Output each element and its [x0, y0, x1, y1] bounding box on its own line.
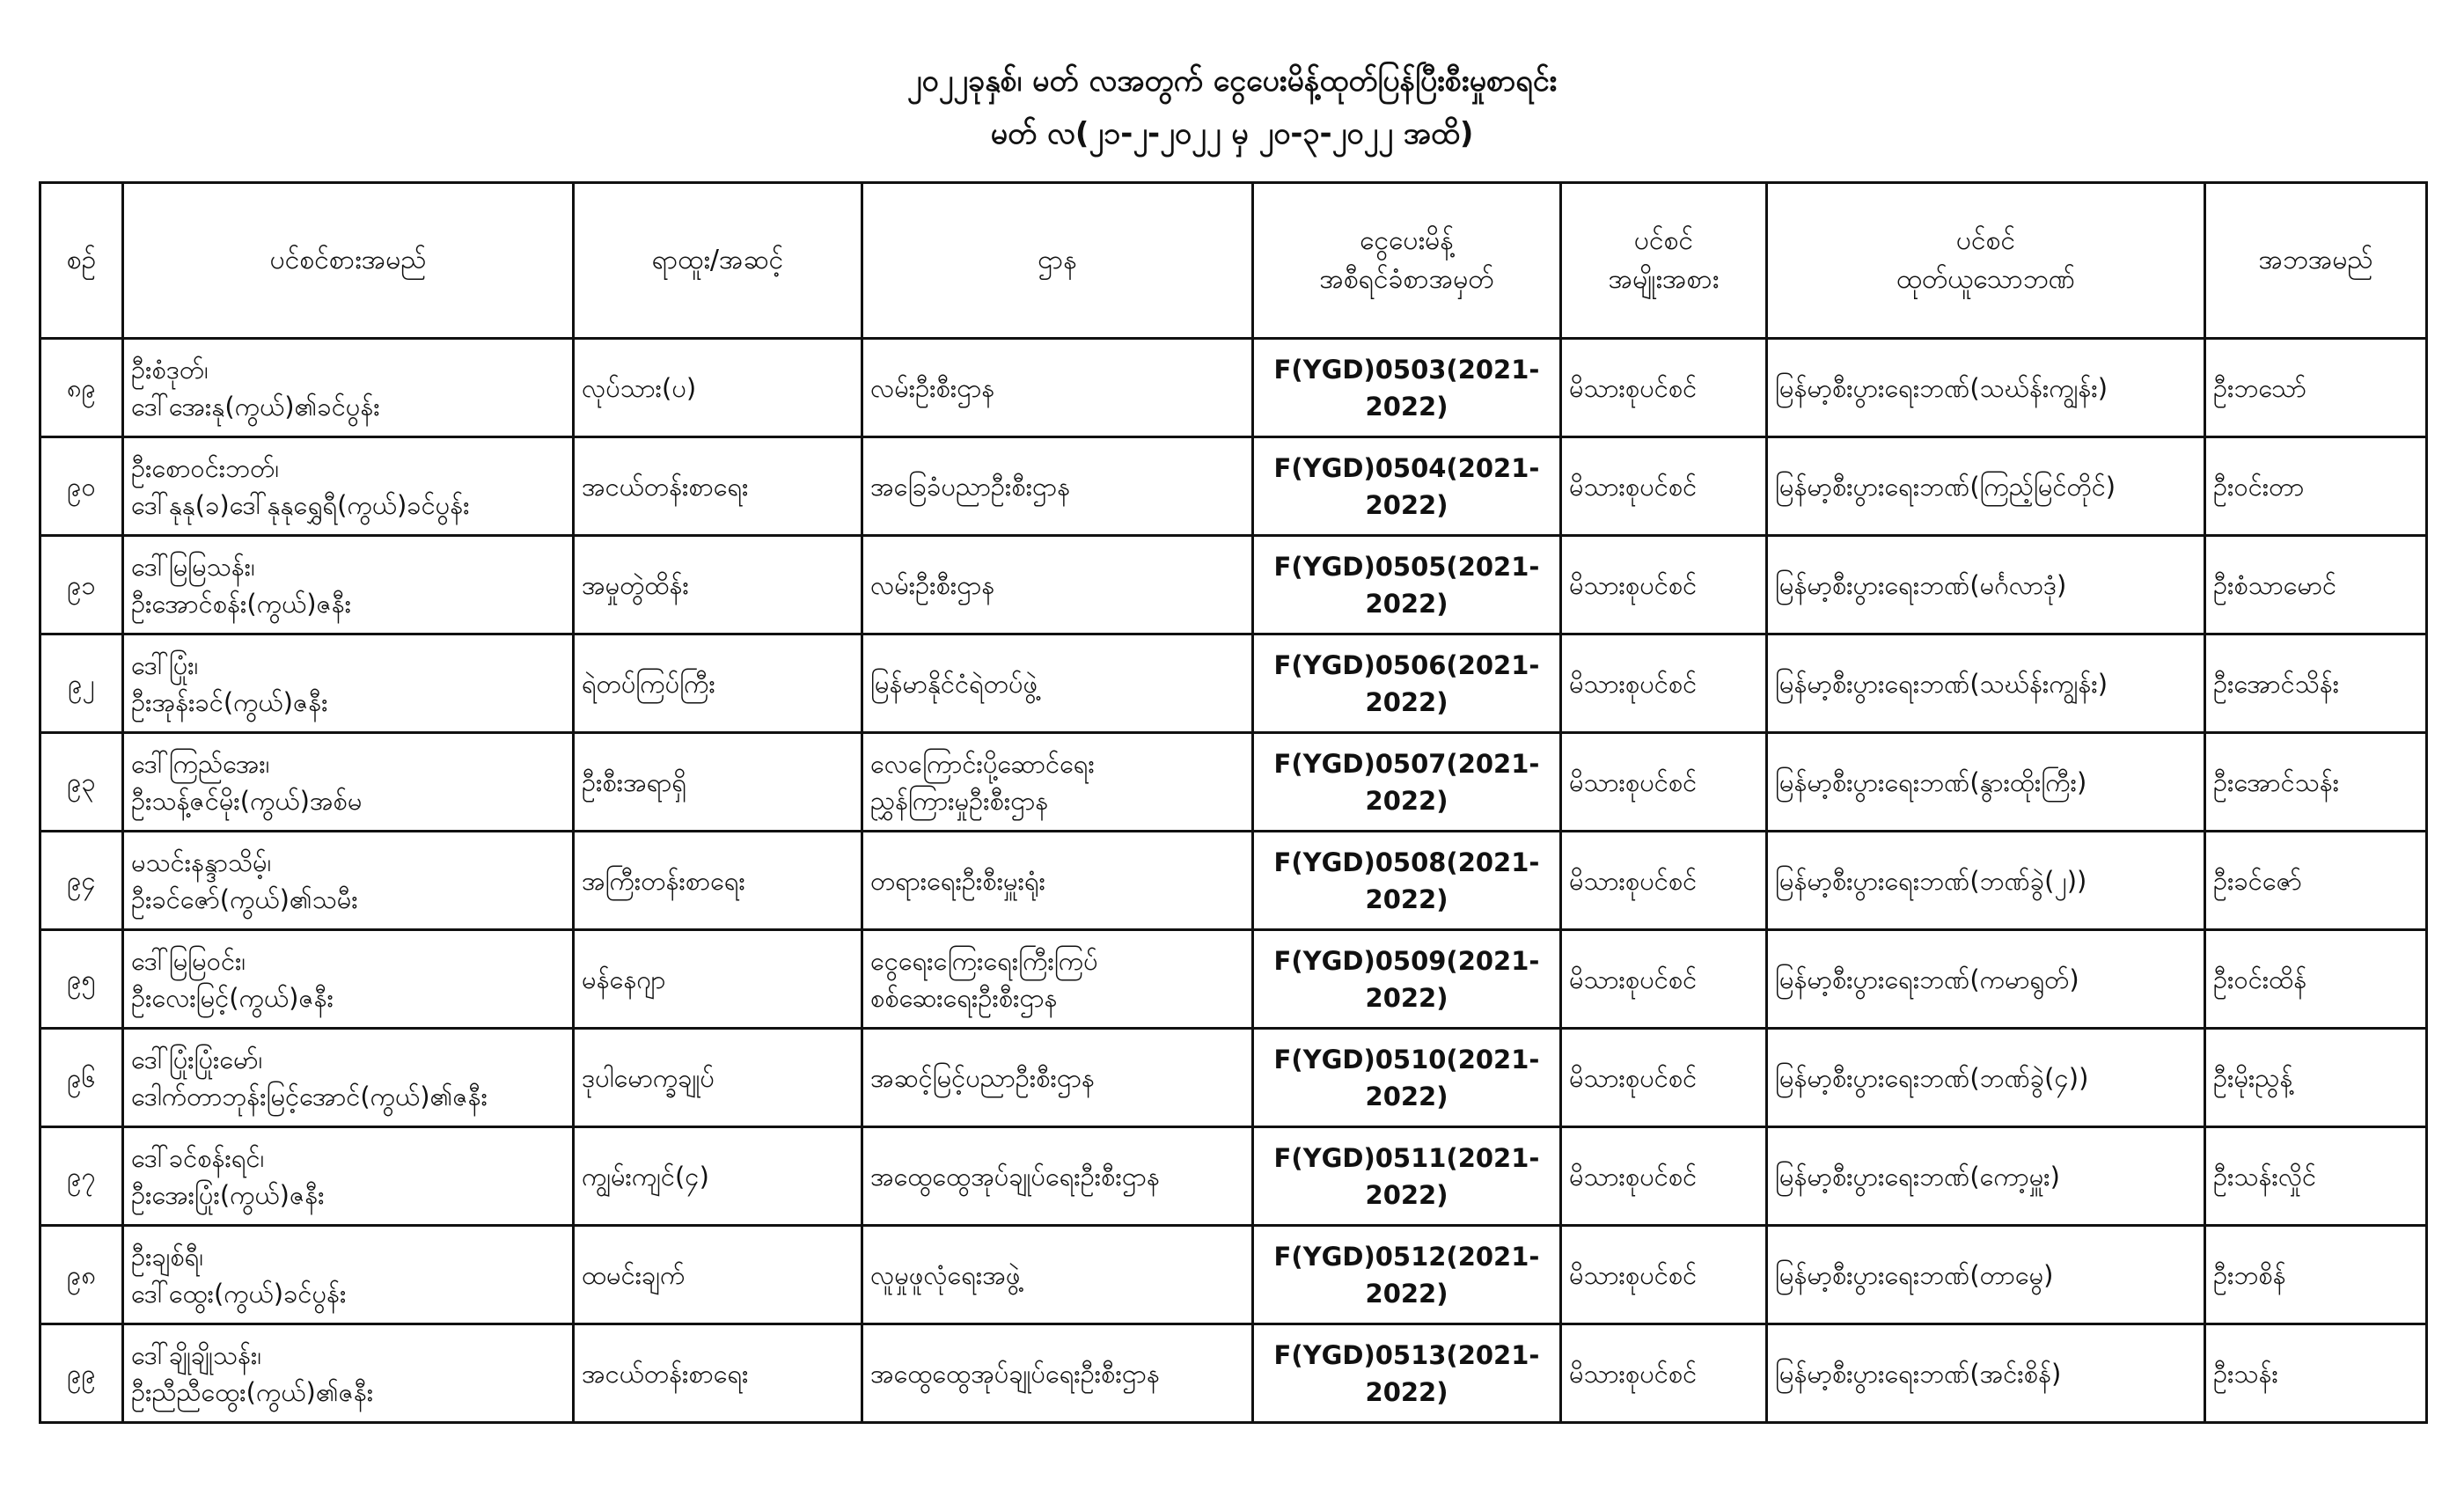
- cell-pensioner-name: ဦးချစ်ရီ၊ ဒေါ်ထွေး(ကွယ်)ခင်ပွန်း: [123, 1226, 574, 1324]
- cell-department: အထွေထွေအုပ်ချုပ်ရေးဦးစီးဌာန: [862, 1127, 1253, 1226]
- title-line-2: မတ် လ(၂၁-၂-၂၀၂၂ မှ ၂၀-၃-၂၀၂၂ အထိ): [990, 116, 1474, 151]
- cell-no: ၈၉: [40, 339, 123, 437]
- cell-department: တရားရေးဦးစီးမှူးရုံး: [862, 832, 1253, 930]
- table-row: [40, 1029, 2427, 1127]
- table-row: [40, 1127, 2427, 1226]
- cell-rank: အငယ်တန်းစာရေး: [574, 1324, 862, 1423]
- cell-no: ၉၆: [40, 1029, 123, 1127]
- cell-father-name: ဦးဘစိန်: [2205, 1226, 2427, 1324]
- cell-pension-type: မိသားစုပင်စင်: [1561, 930, 1767, 1029]
- cell-pension-type: မိသားစုပင်စင်: [1561, 733, 1767, 832]
- cell-department: လူမှုဖူလုံရေးအဖွဲ့: [862, 1226, 1253, 1324]
- cell-pensioner-name: ဦးစောဝင်းဘတ်၊ ဒေါ်နုနု(ခ)ဒေါ်နုနုရွှေရီ(ကွယ်)ခင်ပွန်း: [123, 437, 574, 536]
- cell-department: မြန်မာနိုင်ငံရဲတပ်ဖွဲ့: [862, 634, 1253, 733]
- cell-no: ၉၂: [40, 634, 123, 733]
- header-bank: ပင်စင် ထုတ်ယူသောဘဏ်: [1767, 183, 2205, 339]
- header-father-name: အဘအမည်: [2205, 183, 2427, 339]
- cell-rank: ကျွမ်းကျင်(၄): [574, 1127, 862, 1226]
- cell-order-no: F(YGD)0508(2021-2022): [1253, 832, 1561, 930]
- cell-no: ၉၅: [40, 930, 123, 1029]
- table-row: [40, 339, 2427, 437]
- header-department: ဌာန: [862, 183, 1253, 339]
- cell-pension-type: မိသားစုပင်စင်: [1561, 832, 1767, 930]
- cell-father-name: ဦးသန်း: [2205, 1324, 2427, 1423]
- cell-pension-type: မိသားစုပင်စင်: [1561, 1226, 1767, 1324]
- cell-department: အထွေထွေအုပ်ချုပ်ရေးဦးစီးဌာန: [862, 1324, 1253, 1423]
- cell-bank: မြန်မာ့စီးပွားရေးဘဏ်(ကြည့်မြင်တိုင်): [1767, 437, 2205, 536]
- cell-bank: မြန်မာ့စီးပွားရေးဘဏ်(တာမွေ): [1767, 1226, 2205, 1324]
- cell-order-no: F(YGD)0503(2021-2022): [1253, 339, 1561, 437]
- cell-rank: လုပ်သား(ပ): [574, 339, 862, 437]
- cell-order-no: F(YGD)0505(2021-2022): [1253, 536, 1561, 634]
- table-row: [40, 1324, 2427, 1423]
- cell-bank: မြန်မာ့စီးပွားရေးဘဏ်(အင်းစိန်): [1767, 1324, 2205, 1423]
- table-row: [40, 634, 2427, 733]
- table-body: [40, 339, 2427, 1423]
- cell-pension-type: မိသားစုပင်စင်: [1561, 339, 1767, 437]
- cell-bank: မြန်မာ့စီးပွားရေးဘဏ်(မင်္ဂလာဒုံ): [1767, 536, 2205, 634]
- table-row: [40, 1226, 2427, 1324]
- cell-father-name: ဦးအောင်သိန်း: [2205, 634, 2427, 733]
- cell-department: လေကြောင်းပို့ဆောင်ရေး ညွှန်ကြားမှုဦးစီးဌာန: [862, 733, 1253, 832]
- cell-order-no: F(YGD)0513(2021-2022): [1253, 1324, 1561, 1423]
- cell-department: ငွေရေးကြေးရေးကြီးကြပ် စစ်ဆေးရေးဦးစီးဌာန: [862, 930, 1253, 1029]
- cell-department: အဆင့်မြင့်ပညာဦးစီးဌာန: [862, 1029, 1253, 1127]
- cell-pension-type: မိသားစုပင်စင်: [1561, 1127, 1767, 1226]
- cell-father-name: ဦးအောင်သန်း: [2205, 733, 2427, 832]
- header-pension-type: ပင်စင် အမျိုးအစား: [1561, 183, 1767, 339]
- cell-pension-type: မိသားစုပင်စင်: [1561, 1029, 1767, 1127]
- cell-pensioner-name: ဒေါ်မြမြသန်း၊ ဦးအောင်စန်း(ကွယ်)ဇနီး: [123, 536, 574, 634]
- cell-bank: မြန်မာ့စီးပွားရေးဘဏ်(ကမာရွတ်): [1767, 930, 2205, 1029]
- cell-bank: မြန်မာ့စီးပွားရေးဘဏ်(နွားထိုးကြီး): [1767, 733, 2205, 832]
- cell-bank: မြန်မာ့စီးပွားရေးဘဏ်(သဃ်န်းကျွန်း): [1767, 634, 2205, 733]
- cell-no: ၉၉: [40, 1324, 123, 1423]
- cell-department: လမ်းဦးစီးဌာန: [862, 339, 1253, 437]
- cell-no: ၉၈: [40, 1226, 123, 1324]
- cell-father-name: ဦးခင်ဇော်: [2205, 832, 2427, 930]
- cell-pension-type: မိသားစုပင်စင်: [1561, 634, 1767, 733]
- cell-father-name: ဦးမိုးညွန့်: [2205, 1029, 2427, 1127]
- cell-order-no: F(YGD)0507(2021-2022): [1253, 733, 1561, 832]
- cell-pensioner-name: ဦးစံဒုတ်၊ ဒေါ်အေးနု(ကွယ်)၏ခင်ပွန်း: [123, 339, 574, 437]
- cell-pension-type: မိသားစုပင်စင်: [1561, 536, 1767, 634]
- cell-order-no: F(YGD)0506(2021-2022): [1253, 634, 1561, 733]
- table-row: [40, 733, 2427, 832]
- header-order-no: ငွေပေးမိန့် အစီရင်ခံစာအမှတ်: [1253, 183, 1561, 339]
- cell-no: ၉၁: [40, 536, 123, 634]
- table-row: [40, 930, 2427, 1029]
- cell-pension-type: မိသားစုပင်စင်: [1561, 1324, 1767, 1423]
- pension-roster-table: [39, 181, 2428, 1424]
- cell-pensioner-name: ဒေါ်မြမြဝင်း၊ ဦးလေးမြင့်(ကွယ်)ဇနီး: [123, 930, 574, 1029]
- cell-rank: ရဲတပ်ကြပ်ကြီး: [574, 634, 862, 733]
- table-row: [40, 832, 2427, 930]
- document-title: [0, 55, 2464, 160]
- cell-father-name: ဦးဘသော်: [2205, 339, 2427, 437]
- cell-no: ၉၃: [40, 733, 123, 832]
- cell-bank: မြန်မာ့စီးပွားရေးဘဏ်(သဃ်န်းကျွန်း): [1767, 339, 2205, 437]
- header-no: စဉ်: [40, 183, 123, 339]
- cell-rank: မန်နေဂျာ: [574, 930, 862, 1029]
- cell-order-no: F(YGD)0509(2021-2022): [1253, 930, 1561, 1029]
- header-pensioner-name: ပင်စင်စားအမည်: [123, 183, 574, 339]
- table-row: [40, 437, 2427, 536]
- cell-pensioner-name: ဒေါ်ခင်စန်းရင်၊ ဦးအေးပြုံး(ကွယ်)ဇနီး: [123, 1127, 574, 1226]
- cell-rank: ထမင်းချက်: [574, 1226, 862, 1324]
- cell-father-name: ဦးဝင်းထိန်: [2205, 930, 2427, 1029]
- cell-order-no: F(YGD)0510(2021-2022): [1253, 1029, 1561, 1127]
- cell-pensioner-name: ဒေါ်ပြုံးပြုံးမော်၊ ဒေါက်တာဘုန်းမြင့်အောင်(ကွယ်)၏ဇနီး: [123, 1029, 574, 1127]
- cell-bank: မြန်မာ့စီးပွားရေးဘဏ်(ကော့မှူး): [1767, 1127, 2205, 1226]
- cell-rank: အငယ်တန်းစာရေး: [574, 437, 862, 536]
- cell-pensioner-name: ဒေါ်ကြည်အေး၊ ဦးသန့်ဇင်မိုး(ကွယ်)အစ်မ: [123, 733, 574, 832]
- cell-father-name: ဦးဝင်းတာ: [2205, 437, 2427, 536]
- cell-order-no: F(YGD)0511(2021-2022): [1253, 1127, 1561, 1226]
- cell-department: လမ်းဦးစီးဌာန: [862, 536, 1253, 634]
- cell-rank: အမှုတွဲထိန်း: [574, 536, 862, 634]
- cell-bank: မြန်မာ့စီးပွားရေးဘဏ်(ဘဏ်ခွဲ(၄)): [1767, 1029, 2205, 1127]
- header-rank: ရာထူး/အဆင့်: [574, 183, 862, 339]
- cell-father-name: ဦးစံသာမောင်: [2205, 536, 2427, 634]
- cell-no: ၉၄: [40, 832, 123, 930]
- title-line-1: ၂၀၂၂ခုနှစ်၊ မတ် လအတွက် ငွေပေးမိန့်ထုတ်ပြန်ပြီးစီးမှုစာရင်း: [906, 63, 1558, 99]
- cell-rank: အကြီးတန်းစာရေး: [574, 832, 862, 930]
- cell-order-no: F(YGD)0512(2021-2022): [1253, 1226, 1561, 1324]
- cell-rank: ဒုပါမောက္ခချုပ်: [574, 1029, 862, 1127]
- cell-rank: ဦးစီးအရာရှိ: [574, 733, 862, 832]
- table-row: [40, 536, 2427, 634]
- cell-pensioner-name: ဒေါ်ပြုံး၊ ဦးအုန်းခင်(ကွယ်)ဇနီး: [123, 634, 574, 733]
- table-header-row: [40, 183, 2427, 339]
- cell-department: အခြေခံပညာဦးစီးဌာန: [862, 437, 1253, 536]
- cell-pension-type: မိသားစုပင်စင်: [1561, 437, 1767, 536]
- cell-pensioner-name: ဒေါ်ချိုချိုသန်း၊ ဦးညီညီထွေး(ကွယ်)၏ဇနီး: [123, 1324, 574, 1423]
- cell-no: ၉၇: [40, 1127, 123, 1226]
- cell-no: ၉၀: [40, 437, 123, 536]
- cell-father-name: ဦးသန်းလှိုင်: [2205, 1127, 2427, 1226]
- cell-order-no: F(YGD)0504(2021-2022): [1253, 437, 1561, 536]
- cell-pensioner-name: မသင်းနန္ဒာသိမ့်၊ ဦးခင်ဇော်(ကွယ်)၏သမီး: [123, 832, 574, 930]
- cell-bank: မြန်မာ့စီးပွားရေးဘဏ်(ဘဏ်ခွဲ(၂)): [1767, 832, 2205, 930]
